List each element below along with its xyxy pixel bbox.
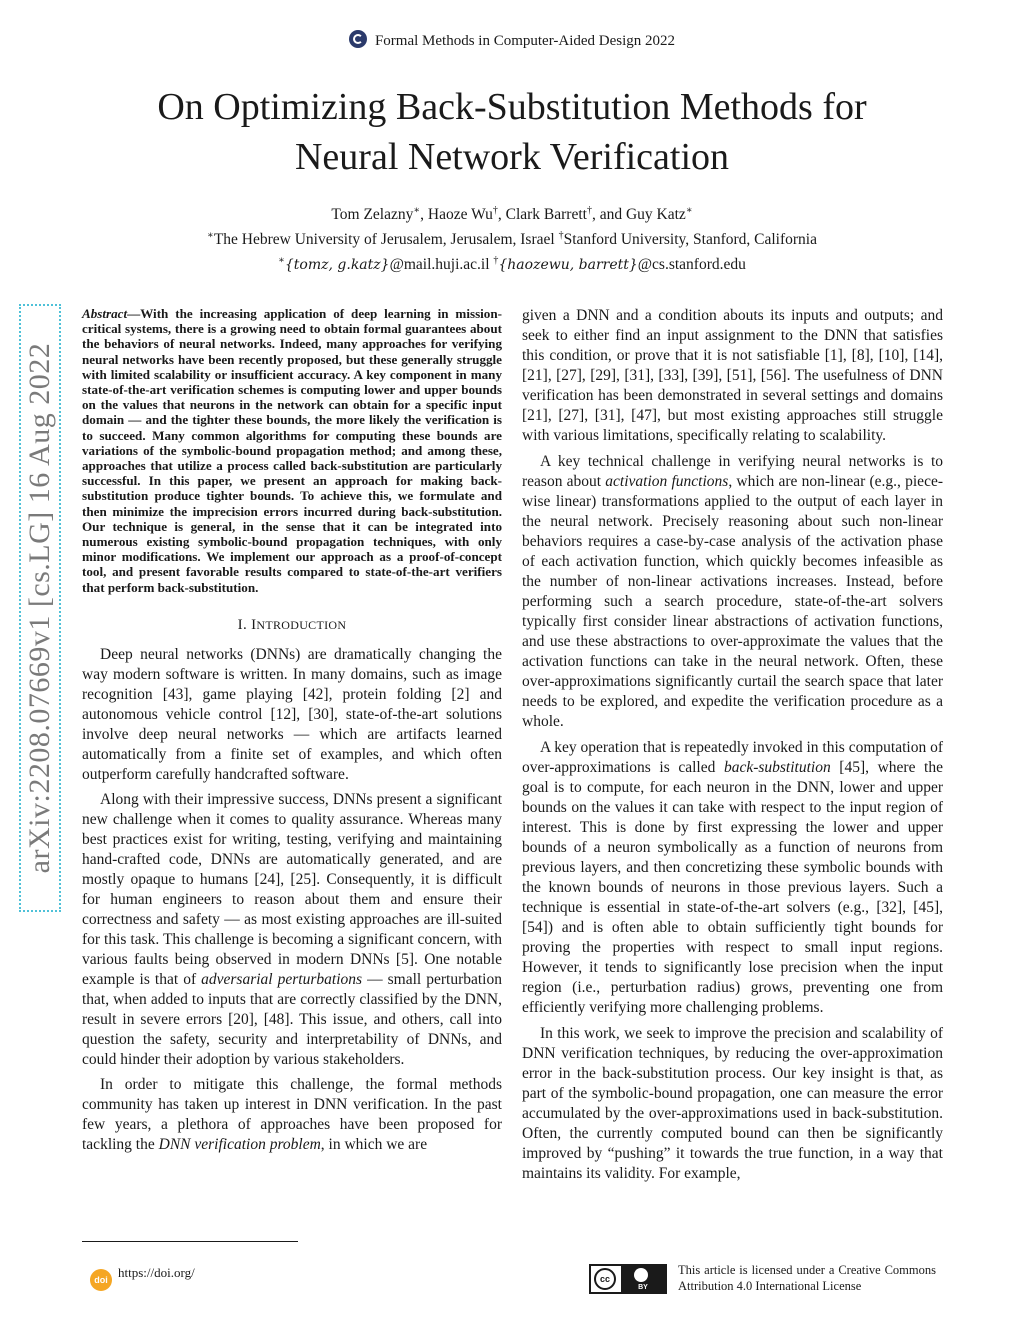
emphasis-term: adversarial perturbations [201, 970, 363, 988]
by-area [621, 1266, 665, 1292]
paragraph-text: Along with their impressive success, DNNs present a significant new challenge when it comes to quality assurance. Whereas many best practices exist for writing, testing, verifying and maintaining hand-crafted code, DNNs are automatically generated, and are mostly opaque to humans [24], [25]. Consequently, it is difficult for human engineers to reason about them and ensure their correctness and safety — as most existing approaches are ill-suited for this task. This challenge is becoming a significant concern, with various faults being observed in modern DNNs [5]. One notable example is that of [82, 790, 502, 988]
doi-footer [90, 1265, 195, 1291]
conference-name: Formal Methods in Computer-Aided Design 2022 [374, 33, 676, 49]
paragraph-text: — small perturbation that, when added to inputs that are correctly classified by the DNN, result in severe errors [20], [48]. This issue, and others, call into question the safety, security and interpretability of DNNs, and could hinder their adoption by various stakeholders. [82, 970, 502, 1068]
right-column [522, 306, 943, 1184]
paragraph-text: , which are non-linear (e.g., piece-wise linear) transformations applied to the output of each layer in the neural network. Precisely reasoning about such non-linear behaviors requires a case-by-case analysis of the activation phase of each activation function, which quickly becomes infeasible as the number of non-linear activations increases. Instead, before performing such a search procedure, state-of-the-art solvers typically first consider linear abstractions of activation functions, and use these abstractions to over-approximate the values that the activation functions can take in the neural network. Often, these over-approximations significantly curtail the search space that later needs to be explored, and expedite the verification procedure as a whole. [522, 473, 943, 730]
conference-logo-icon [349, 30, 367, 48]
author-mark: ∗ [413, 205, 421, 216]
affiliation-mark: ∗ [207, 230, 214, 241]
email-users-huji: {tomz, g.katz} [284, 257, 390, 273]
doi-link[interactable]: https://doi.org/ [118, 1265, 195, 1280]
author-mark: † [586, 205, 592, 216]
title-line-1: On Optimizing Back-Substitution Methods for [157, 86, 867, 128]
footnote-rule [82, 1241, 298, 1242]
person-icon [634, 1268, 648, 1282]
doi-logo-icon: doi [90, 1269, 112, 1291]
author-mark: ∗ [685, 205, 693, 216]
affiliation-stanford: Stanford University, Stanford, California [563, 231, 817, 248]
paragraph-text: A key operation that is repeatedly invoked in this computation of over-approximations is called [522, 739, 943, 776]
section-title-rest: NTRODUCTION [256, 617, 347, 632]
abstract [82, 306, 502, 595]
author-name: Clark Barrett [505, 206, 587, 223]
author-name: Tom Zelazny [331, 206, 414, 223]
body-paragraph [522, 738, 943, 1018]
cc-icon: cc [594, 1268, 616, 1290]
abstract-text: —With the increasing application of deep learning in mission-critical systems, there is a growing need to obtain formal guarantees about the behaviors of neural networks. Indeed, many approaches for verifying neural networks have been recently proposed, but these generally struggle with limited scalability or insufficient accuracy. A key component in many state-of-the-art verification schemes is computing lower and upper bounds on the values that neurons in the network can obtain for a specific input domain — and the tighter these bounds, the more likely the verification is to succeed. Many common algorithms for computing these bounds are variations of the symbolic-bound propagation method; and among these, approaches that utilize a process called back-substitution are particularly successful. In this paper, we present an approach for making back-substitution produce tighter bounds. To achieve this, we formulate and then minimize the imprecision errors incurred during back-substitution. Our technique is general, in the sense that it can be integrated into numerous existing symbolic-bound propagation techniques, with only minor modifications. We implement our approach as a proof-of-concept tool, and present favorable results compared to state-of-the-art verifiers that perform back-substitution. [82, 306, 502, 595]
intro-paragraph [82, 790, 502, 1070]
author-names [0, 200, 1024, 225]
paper-title [0, 82, 1024, 182]
author-separator: , and [591, 206, 626, 223]
license-notice: This article is licensed under a Creative Commons Attribution 4.0 International License [678, 1263, 936, 1293]
email-users-stanford: {haozewu, barrett} [498, 257, 638, 273]
author-separator: , [497, 206, 506, 223]
arxiv-stamp [19, 304, 61, 912]
cc-by-license-badge[interactable] [589, 1264, 667, 1294]
email-domain-huji: @mail.huji.ac.il [389, 256, 494, 273]
author-name: Haoze Wu [427, 206, 493, 223]
author-affiliations [0, 225, 1024, 250]
left-column [82, 306, 502, 1155]
intro-paragraph [82, 1075, 502, 1155]
emphasis-term: DNN verification problem [158, 1135, 321, 1153]
conference-header [0, 30, 1024, 50]
paragraph-text: In order to mitigate this challenge, the formal methods community has taken up interest in DNN verification. In the past few years, a plethora of approaches have been proposed for tackling the [82, 1075, 502, 1153]
email-mark: ∗ [278, 255, 285, 266]
affiliation-mark: † [558, 230, 564, 241]
author-emails [0, 250, 1024, 276]
by-label: BY [638, 1284, 648, 1291]
title-line-2: Neural Network Verification [294, 136, 730, 178]
body-paragraph [522, 306, 943, 446]
author-separator: , [420, 206, 428, 223]
section-heading-introduction [82, 615, 502, 635]
abstract-label: Abstract [82, 306, 128, 321]
body-paragraph [522, 1024, 943, 1184]
paragraph-text: Deep neural networks (DNNs) are dramatically changing the way modern software is written. In many domains, such as image recognition [43], game playing [42], protein folding [2] and autonomous vehicle control [12], [30], state-of-the-art solutions involve deep neural networks — which are artifacts learned automatically from a finite set of examples, and which often outperform carefully handcrafted software. [82, 645, 502, 783]
author-mark: † [492, 205, 498, 216]
emphasis-term: back-substitution [723, 759, 831, 776]
paragraph-text: In this work, we seek to improve the precision and scalability of DNN verification techniques, by reducing the over-approximation error in the back-substitution process. Our key insight is that, as part of the symbolic-bound propagation, one can measure the error accumulated by the over-approximations used in back-substitution. Often, the currently computed bound can then be significantly improved by “pushing” it towards the true function, in a way that maintains its validity. For example, [522, 1025, 943, 1182]
body-paragraph [522, 452, 943, 732]
section-title-initial: I [251, 616, 257, 633]
author-name: Guy Katz [625, 206, 686, 223]
arxiv-identifier: arXiv:2208.07669v1 [cs.LG] 16 Aug 2022 [23, 342, 56, 874]
email-domain-stanford: @cs.stanford.edu [637, 256, 746, 273]
affiliation-hebrew-university: The Hebrew University of Jerusalem, Jerusalem, Israel [213, 231, 559, 248]
intro-paragraph [82, 645, 502, 785]
emphasis-term: activation functions [605, 473, 729, 490]
author-block [0, 200, 1024, 276]
paragraph-text: A key technical challenge in verifying neural networks is to reason about [522, 453, 943, 490]
paragraph-text: given a DNN and a condition abouts its inputs and outputs; and seek to either find an input assignment to the DNN that satisfies this condition, or prove that it is not satisfiable [1], [8], [10], [14], [21], [27], [29], [31], [33], [39], [51], [56]. The usefulness of DNN verification has been demonstrated in several settings and domains [21], [27], [31], [47], but most existing approaches still struggle with various limitations, specifically relating to scalability. [522, 307, 943, 444]
email-mark: † [493, 255, 499, 266]
section-number: I. [237, 616, 248, 633]
paragraph-text: , in which we are [320, 1135, 428, 1153]
paragraph-text: [45], where the goal is to compute, for each neuron in the DNN, lower and upper bounds on the values it can take with respect to the input region of interest. This is done by first expressing the lower and upper bounds of a neuron symbolically as a function of neurons from previous layers, and then concretizing these symbolic bounds with the known bounds of neurons in those previous layers. Such a technique is essential in state-of-the-art solvers (e.g., [32], [45], [54]) and is often able to obtain sufficiently tight bounds for proving the properties with respect to small input regions. However, it tends to significantly lose precision when the input region (i.e., perturbation radius) grows, preventing one from efficiently verifying more challenging problems. [522, 759, 943, 1016]
